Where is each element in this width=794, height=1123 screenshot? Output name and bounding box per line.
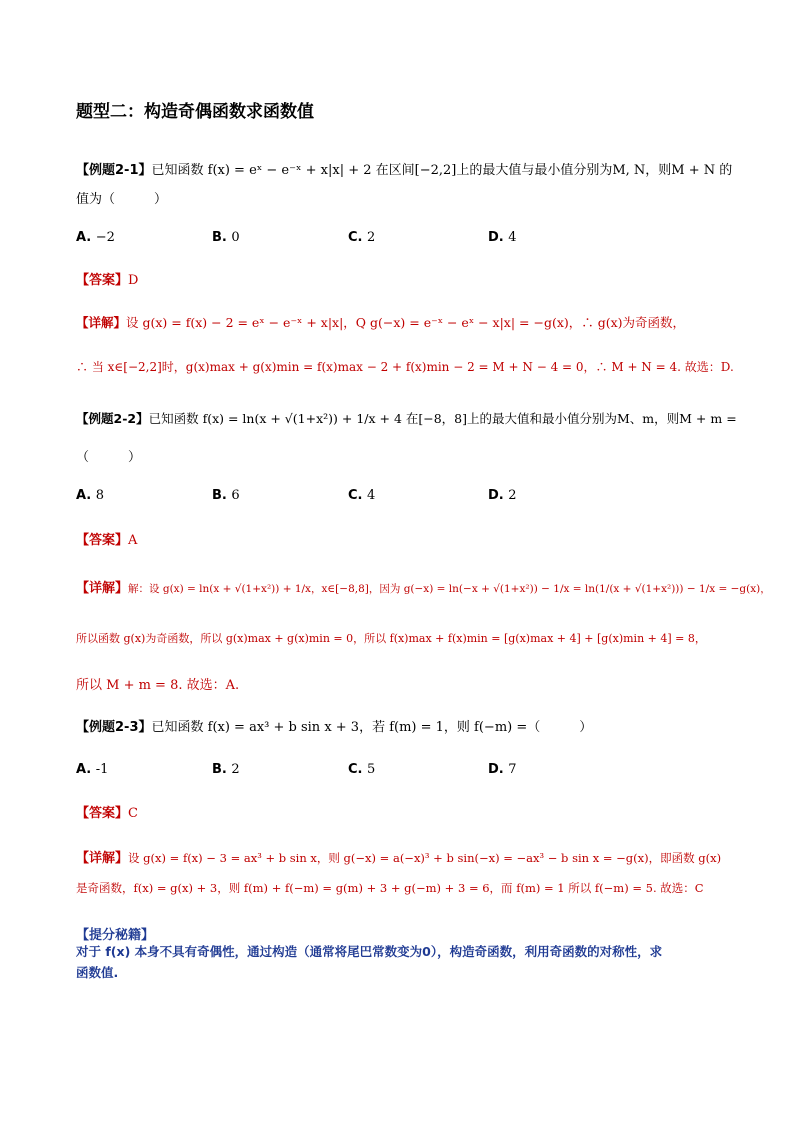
example-2-2-stem-cont: （ ）: [76, 450, 142, 465]
option-b: B. 0: [212, 230, 240, 245]
option-a: A. 8: [76, 488, 105, 503]
example-2-3-detail-1: 【详解】设 g(x) = f(x) − 3 = ax³ + b sin x，则 g(−x) = a(−x)³ + b sin(−x) = −ax³ − b sin x = −g(x)，即函数 g(x): [76, 851, 722, 866]
option-c: C. 2: [348, 230, 376, 245]
option-c: C. 5: [348, 762, 376, 777]
section-title: 题型二：构造奇偶函数求函数值: [76, 102, 314, 122]
example-2-3-stem: 【例题2-3】已知函数 f(x) = ax³ + b sin x + 3，若 f(m) = 1，则 f(−m) =（ ）: [76, 720, 593, 735]
example-label: 【例题2-3】: [76, 720, 152, 735]
option-b: B. 6: [212, 488, 240, 503]
tip-line-1: 对于 f(x) 本身不具有奇偶性，通过构造（通常将尾巴常数变为0），构造奇函数，利用奇函数的对称性，求: [76, 944, 663, 959]
option-b: B. 2: [212, 762, 240, 777]
tip-heading: 【提分秘籍】: [76, 928, 155, 943]
example-2-1-stem: [76, 159, 732, 178]
option-c: C. 4: [348, 488, 376, 503]
example-stem-text: 已知函数 f(x) = eˣ − e⁻ˣ + x|x| + 2 在区间[−2,2]上的最大值与最小值分别为M, N，则M + N 的: [151, 163, 733, 178]
example-2-3-detail-2: 是奇函数，f(x) = g(x) + 3，则 f(m) + f(−m) = g(m) + 3 + g(−m) + 3 = 6，而 f(m) = 1 所以 f(−m) = 5. 故选：C: [76, 881, 704, 895]
example-label: 【例题2-1】: [76, 163, 152, 178]
option-d: D. 4: [488, 230, 517, 245]
example-2-2-detail-3: 所以 M + m = 8. 故选：A.: [76, 678, 240, 693]
example-2-2-detail-2: 所以函数 g(x)为奇函数，所以 g(x)max + g(x)min = 0，所以 f(x)max + f(x)min = [g(x)max + 4] + [g(x)min + 4] = 8，: [76, 632, 706, 645]
tip-line-2: 函数值.: [76, 965, 119, 980]
example-2-2-stem: 【例题2-2】已知函数 f(x) = ln(x + √(1+x²)) + 1/x + 4 在[−8，8]上的最大值和最小值分别为M、m，则M + m =: [76, 411, 737, 426]
example-2-1-answer: 【答案】D: [76, 273, 139, 288]
example-2-1-detail-1: 【详解】设 g(x) = f(x) − 2 = eˣ − e⁻ˣ + x|x|，Q g(−x) = e⁻ˣ − eˣ − x|x| = −g(x)，∴ g(x)为奇函数，: [76, 315, 686, 330]
example-2-3-answer: 【答案】C: [76, 806, 138, 821]
example-2-2-detail-1: 【详解】解：设 g(x) = ln(x + √(1+x²)) + 1/x，x∈[−8,8]，因为 g(−x) = ln(−x + √(1+x²)) − 1/x = ln(1/(x + √(1+x²))) − 1/x = −g(x)，: [76, 581, 771, 596]
option-d: D. 2: [488, 488, 517, 503]
option-d: D. 7: [488, 762, 517, 777]
example-label: 【例题2-2】: [76, 411, 149, 426]
example-2-1-stem-cont: 值为（ ）: [76, 192, 168, 207]
option-a: A. −2: [76, 230, 115, 245]
option-a: A. -1: [76, 762, 109, 777]
example-2-2-answer: 【答案】A: [76, 533, 138, 548]
example-2-1-detail-2: ∴ 当 x∈[−2,2]时，g(x)max + g(x)min = f(x)max − 2 + f(x)min − 2 = M + N − 4 = 0，∴ M + N = 4. 故选：D.: [76, 360, 734, 374]
